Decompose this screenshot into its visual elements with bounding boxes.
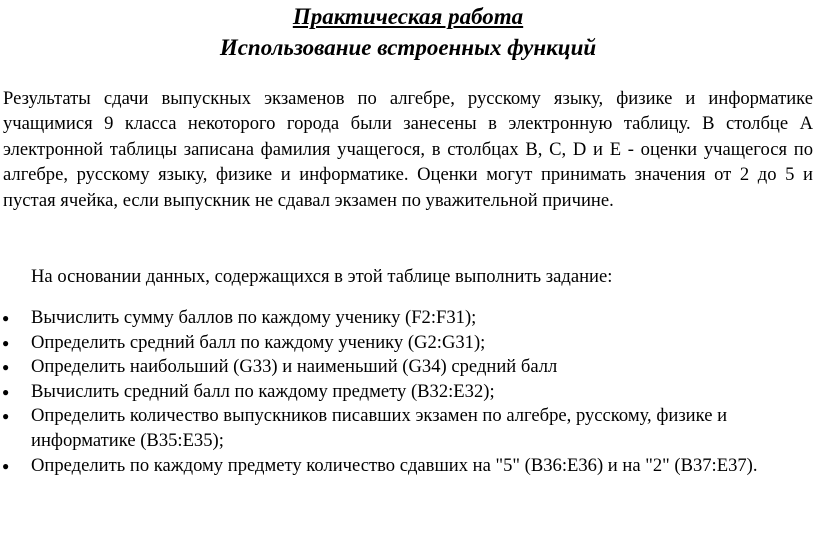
bullet-icon: ● [2,384,10,399]
list-item [0,404,790,453]
page-title: Практическая работа [292,4,524,29]
list-item [0,306,790,331]
task-intro: На основании данных, содержащихся в этой таблице выполнить задание: [31,266,613,287]
task-text: Определить количество выпускников писавших экзамен по алгебре, русскому, физике и информатике (B35:E35); [31,405,728,451]
task-text: Вычислить сумму баллов по каждому ученику (F2:F31); [31,307,477,328]
page-subtitle: Использование встроенных функций [219,35,597,60]
task-text: Определить наибольший (G33) и наименьший (G34) средний балл [31,356,558,378]
task-list [0,306,790,478]
task-text: Определить средний балл по каждому ученику (G2:G31); [31,331,486,353]
bullet-icon: ● [2,409,10,424]
bullet-icon: ● [2,335,10,350]
bullet-icon: ● [2,311,10,325]
task-text: Определить по каждому предмету количество сдавших на "5" (B36:E36) и на "2" (B37:E37). [31,454,758,476]
task-description: Результаты сдачи выпускных экзаменов по алгебре, русскому языку, физике и информатике учащимися 9 класса некоторого города были занесены в электронную таблицу. В столбце А электронной таблицы записана фамилия учащегося, в столбцах B, C, D и E - оценки учащегося по алгебре, русскому языку, физике и информатике. Оценки могут принимать значения от 2 до 5 и пустая ячейка, если выпускник не сдавал экзамен по уважительной причине. [3,88,813,211]
list-item [0,380,790,405]
list-item [0,331,790,356]
task-text: Вычислить средний балл по каждому предмету (B32:E32); [31,380,495,402]
bullet-icon: ● [2,458,10,473]
list-item [0,454,790,479]
bullet-icon: ● [2,360,10,375]
list-item [0,355,790,380]
